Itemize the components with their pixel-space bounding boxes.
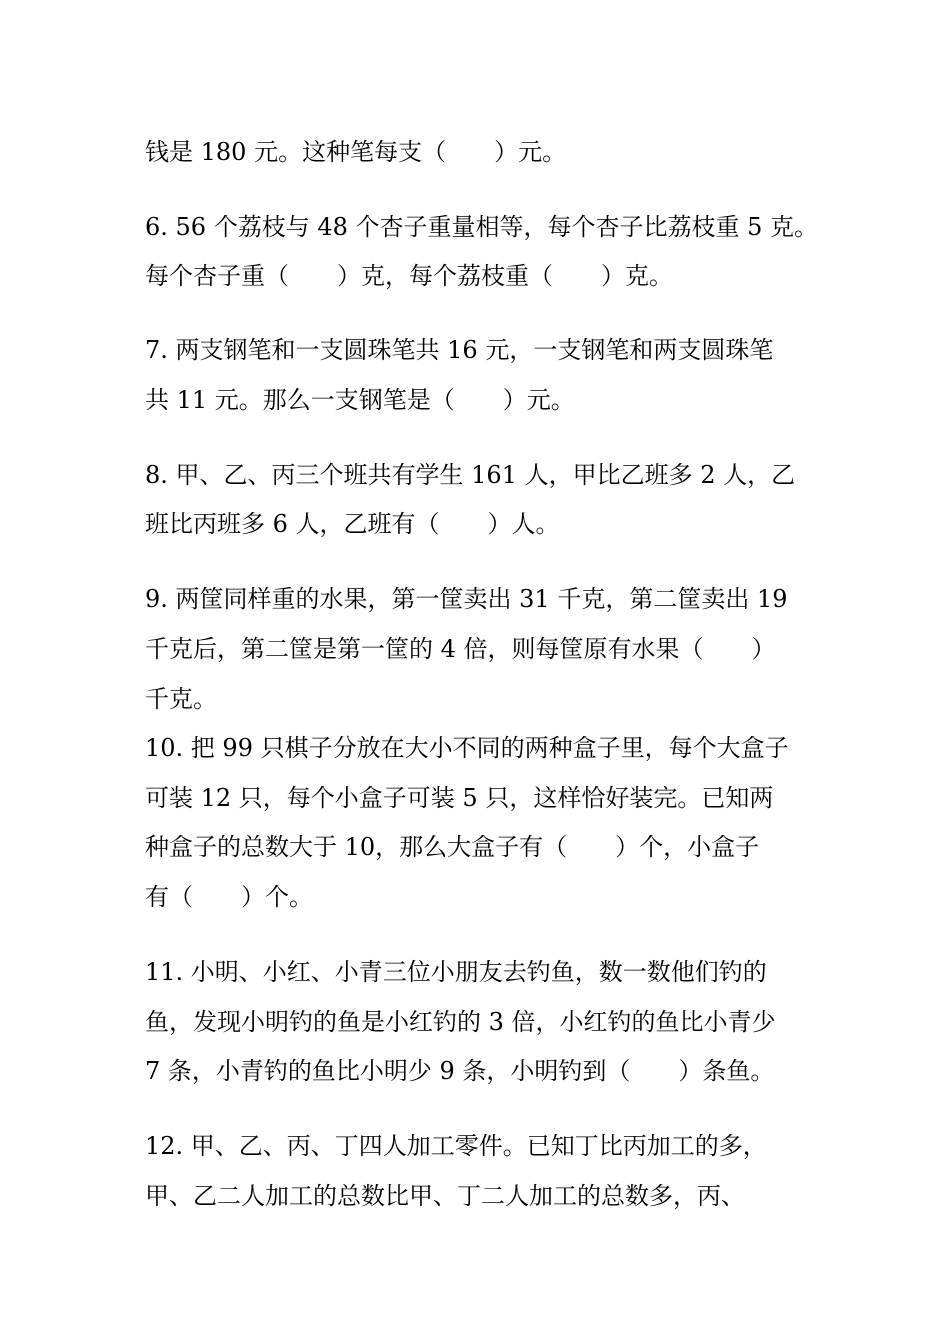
text-line: 8. 甲、乙、丙三个班共有学生 161 人，甲比乙班多 2 人，乙 [145,461,796,489]
text-line: 9. 两筐同样重的水果，第一筐卖出 31 千克，第二筐卖出 19 [145,585,788,613]
text-line: 种盒子的总数大于 10，那么大盒子有（ ）个，小盒子 [145,833,760,861]
text-line: 10. 把 99 只棋子分放在大小不同的两种盒子里，每个大盒子 [145,734,789,762]
text-line: 可装 12 只，每个小盒子可装 5 只，这样恰好装完。已知两 [145,784,774,812]
text-line: 每个杏子重（ ）克，每个荔枝重（ ）克。 [145,262,673,290]
text-line: 6. 56 个荔枝与 48 个杏子重量相等，每个杏子比荔枝重 5 克。 [145,213,819,241]
text-line: 7 条，小青钓的鱼比小明少 9 条，小明钓到（ ）条鱼。 [145,1057,775,1085]
text-line: 有（ ）个。 [145,883,313,911]
text-line: 千克。 [145,685,217,713]
text-line: 共 11 元。那么一支钢笔是（ ）元。 [145,386,575,414]
text-line: 钱是 180 元。这种笔每支（ ）元。 [145,138,567,166]
text-line: 11. 小明、小红、小青三位小朋友去钓鱼，数一数他们钓的 [145,958,767,986]
text-line: 12. 甲、乙、丙、丁四人加工零件。已知丁比丙加工的多， [145,1132,767,1160]
text-line: 7. 两支钢笔和一支圆珠笔共 16 元，一支钢笔和两支圆珠笔 [145,336,774,364]
text-line: 班比丙班多 6 人，乙班有（ ）人。 [145,510,560,538]
text-line: 千克后，第二筐是第一筐的 4 倍，则每筐原有水果（ ） [145,635,776,663]
text-line: 甲、乙二人加工的总数比甲、丁二人加工的总数多，丙、 [145,1182,745,1210]
text-line: 鱼，发现小明钓的鱼是小红钓的 3 倍，小红钓的鱼比小青少 [145,1008,776,1036]
